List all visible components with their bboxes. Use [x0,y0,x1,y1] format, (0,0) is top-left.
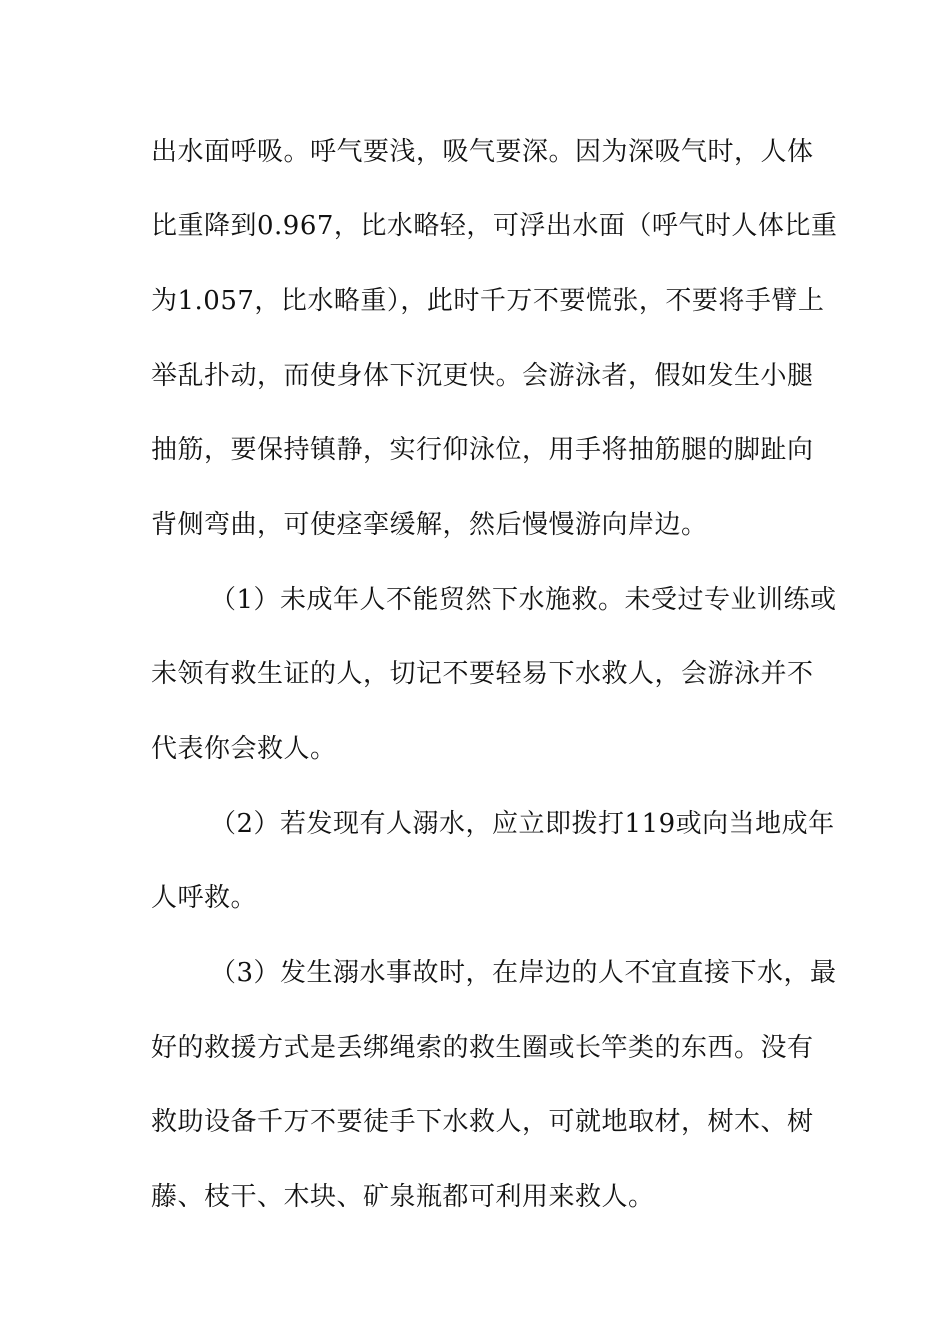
text-line: 人呼救。 [151,883,258,913]
text-line: 背侧弯曲，可使痉挛缓解，然后慢慢游向岸边。 [151,510,708,540]
text-line: 未领有救生证的人，切记不要轻易下水救人，会游泳并不 [151,659,814,689]
text-line: 代表你会救人。 [151,734,337,764]
text-line: （1）未成年人不能贸然下水施救。未受过专业训练或 [210,585,837,615]
text-line: 抽筋，要保持镇静，实行仰泳位，用手将抽筋腿的脚趾向 [151,435,814,465]
text-line: 比重降到0.967，比水略轻，可浮出水面（呼气时人体比重 [151,211,838,241]
text-line: 救助设备千万不要徒手下水救人，可就地取材，树木、树 [151,1107,814,1137]
text-line: 为1.057，比水略重），此时千万不要慌张，不要将手臂上 [151,286,825,316]
text-line: 藤、枝干、木块、矿泉瓶都可利用来救人。 [151,1182,655,1212]
text-line: 出水面呼吸。呼气要浅，吸气要深。因为深吸气时，人体 [151,137,814,167]
text-line: 好的救援方式是丢绑绳索的救生圈或长竿类的东西。没有 [151,1033,814,1063]
text-line: （3）发生溺水事故时，在岸边的人不宜直接下水，最 [210,958,837,988]
text-line: 举乱扑动，而使身体下沉更快。会游泳者，假如发生小腿 [151,361,814,391]
text-line: （2）若发现有人溺水，应立即拨打119或向当地成年 [210,809,835,839]
